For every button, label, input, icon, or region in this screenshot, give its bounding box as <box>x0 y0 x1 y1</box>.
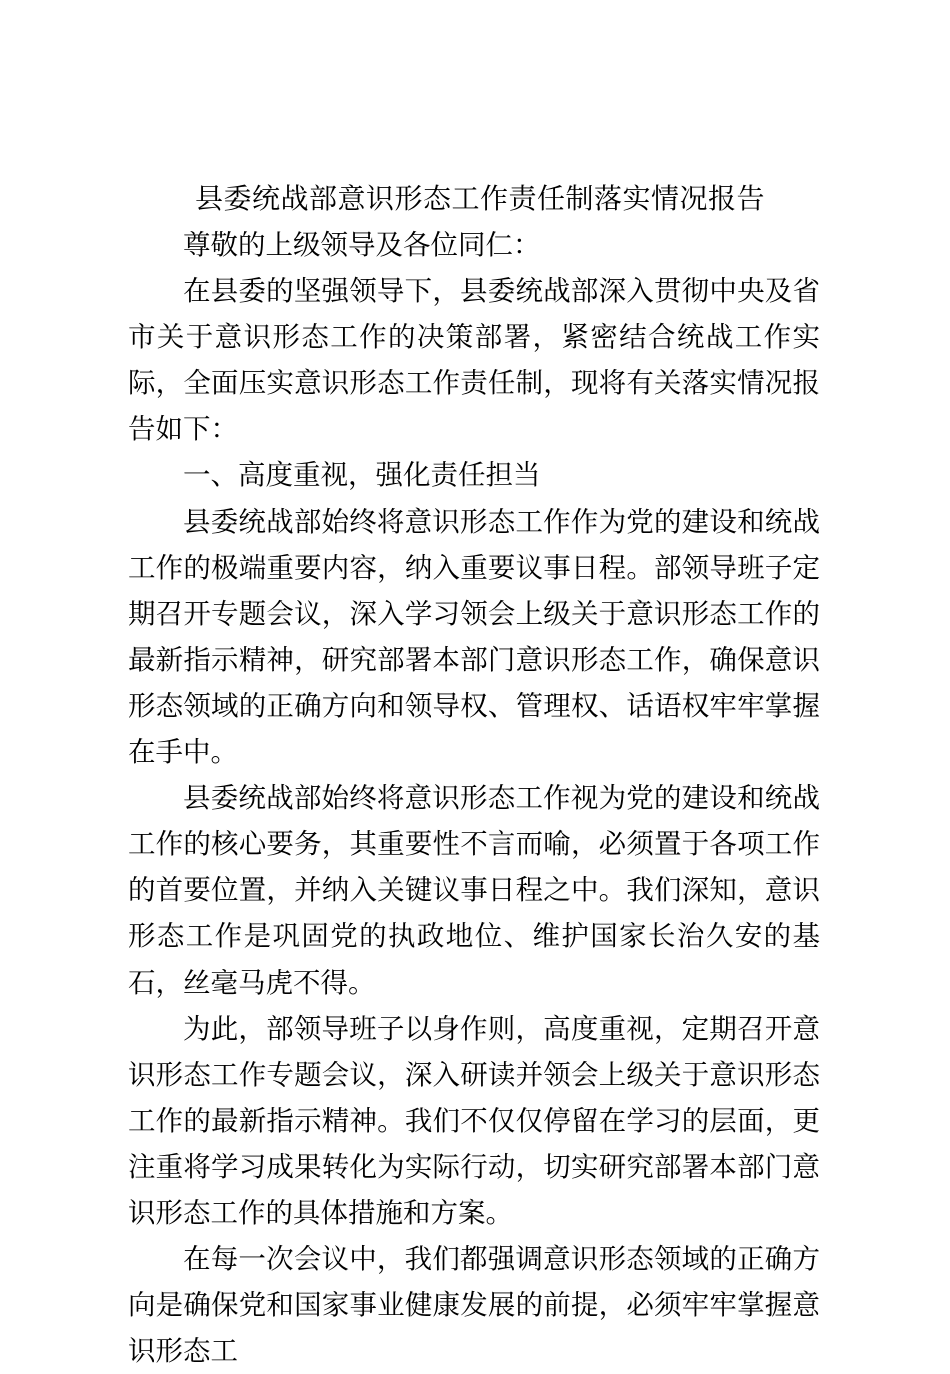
body-paragraph-2: 县委统战部始终将意识形态工作视为党的建设和统战工作的核心要务，其重要性不言而喻，必须置于各项工作的首要位置，并纳入关键议事日程之中。我们深知，意识形态工作是巩固党的执政地位、维护国家长治久安的基石，丝毫马虎不得。 <box>128 782 820 999</box>
section-heading-1: 一、高度重视，强化责任担当 <box>183 459 541 492</box>
document-body <box>128 176 820 1374</box>
body-paragraph-3: 为此，部领导班子以身作则，高度重视，定期召开意识形态工作专题会议，深入研读并领会上级关于意识形态工作的最新指示精神。我们不仅仅停留在学习的层面，更注重将学习成果转化为实际行动，切实研究部署本部门意识形态工作的具体措施和方案。 <box>128 1012 820 1229</box>
document-title: 县委统战部意识形态工作责任制落实情况报告 <box>194 182 765 215</box>
body-paragraph-4: 在每一次会议中，我们都强调意识形态领域的正确方向是确保党和国家事业健康发展的前提，必须牢牢掌握意识形态工 <box>128 1243 820 1368</box>
salutation: 尊敬的上级领导及各位同仁： <box>183 229 541 261</box>
body-paragraph-1: 县委统战部始终将意识形态工作作为党的建设和统战工作的极端重要内容，纳入重要议事日程。部领导班子定期召开专题会议，深入学习领会上级关于意识形态工作的最新指示精神，研究部署本部门意识形态工作，确保意识形态领域的正确方向和领导权、管理权、话语权牢牢掌握在手中。 <box>128 505 820 769</box>
intro-paragraph: 在县委的坚强领导下，县委统战部深入贯彻中央及省市关于意识形态工作的决策部署，紧密结合统战工作实际，全面压实意识形态工作责任制，现将有关落实情况报告如下： <box>128 275 820 446</box>
